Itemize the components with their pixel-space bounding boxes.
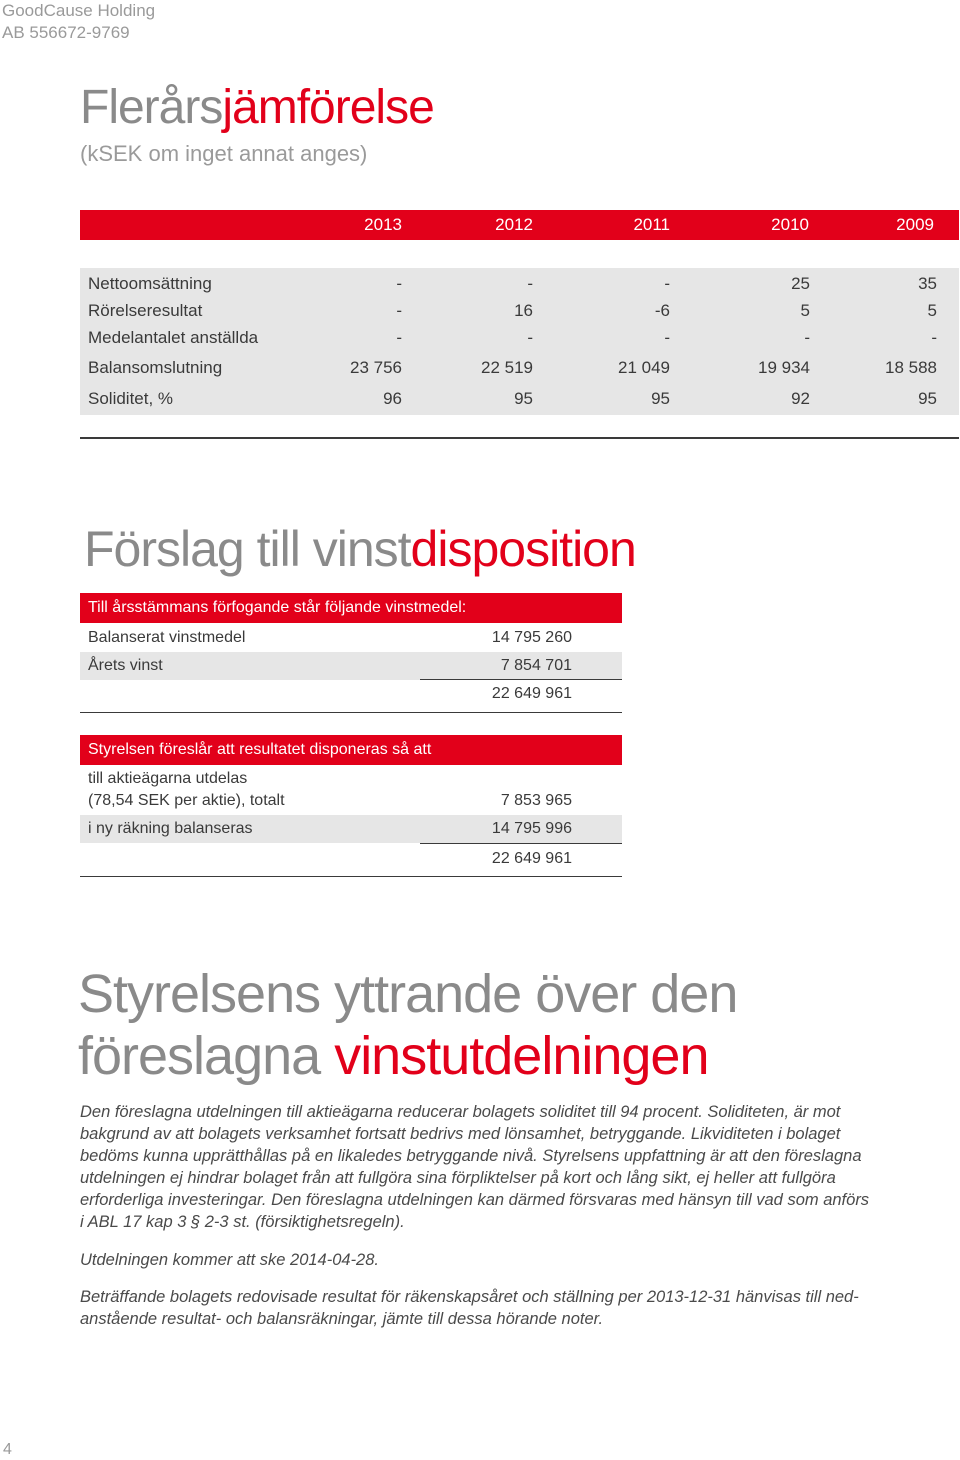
- statement-title-line1: Styrelsens yttrande över den: [78, 964, 738, 1024]
- cell: 16: [514, 301, 533, 320]
- cell: 18 588: [885, 358, 937, 377]
- paragraph-line: bedöms kunna upprätthållas på en likaledes betryggande nivå. Styrelsens uppfattning är att den föreslagna: [80, 1147, 862, 1165]
- year-2011: 2011: [633, 215, 670, 234]
- paragraph-line: i ABL 17 kap 3 § 2-3 st. (försiktighetsregeln).: [80, 1213, 405, 1231]
- cell: 5: [800, 301, 810, 320]
- cell: -: [396, 274, 402, 293]
- cell: 21 049: [618, 358, 670, 377]
- title-part-gray: föreslagna: [78, 1026, 335, 1086]
- year-header-bar: [80, 210, 959, 240]
- cell: -: [527, 274, 533, 293]
- title-part-red: vinstutdelningen: [334, 1026, 709, 1086]
- row-label: Balansomslutning: [88, 358, 223, 377]
- item-label: Balanserat vinstmedel: [88, 629, 246, 646]
- row-label: Medelantalet anställda: [88, 328, 259, 347]
- cell: -: [804, 328, 810, 347]
- table-row: [80, 385, 959, 413]
- item-label: Årets vinst: [88, 657, 163, 674]
- section-divider: [80, 712, 622, 713]
- title-part-red: disposition: [410, 521, 636, 577]
- section-divider: [80, 876, 622, 877]
- table-row: [80, 297, 959, 325]
- disposition-title: [84, 519, 636, 579]
- year-2009: 2009: [896, 215, 934, 234]
- multi-year-title: [80, 80, 434, 136]
- cell: 96: [383, 389, 402, 408]
- cell: 25: [791, 274, 810, 293]
- proposal-header: [80, 735, 622, 765]
- cell: 92: [791, 389, 810, 408]
- list-item: [80, 766, 622, 814]
- cell: -: [396, 301, 402, 320]
- reference-paragraph: [80, 1286, 912, 1330]
- row-label: Nettoomsättning: [88, 274, 212, 293]
- cell: 22 519: [481, 358, 533, 377]
- paragraph-line: Beträffande bolagets redovisade resultat för räkenskapsåret och ställning per 2013-12-31 hänvisas till ned-: [80, 1288, 859, 1306]
- paragraph-line: erforderliga investeringar. Den föreslagna utdelningen kan därmed försvaras med hänsyn till vad som anförs: [80, 1191, 870, 1209]
- statement-title: [78, 963, 737, 1087]
- title-part-gray: Flerårs: [80, 81, 223, 134]
- cell: -: [396, 328, 402, 347]
- sum-line: [420, 843, 622, 844]
- cell: -: [664, 274, 670, 293]
- cell: 95: [514, 389, 533, 408]
- year-2013: 2013: [364, 215, 402, 234]
- multi-year-subtitle: (kSEK om inget annat anges): [80, 141, 368, 166]
- cell: 19 934: [758, 358, 810, 377]
- total-row: [80, 845, 622, 873]
- cell: -6: [654, 301, 670, 320]
- cell: 23 756: [350, 358, 402, 377]
- item-value: 14 795 260: [491, 629, 572, 646]
- paragraph-line: Den föreslagna utdelningen till aktieägarna reducerar bolagets soliditet till 94 procent. Soliditeten, är mot: [80, 1103, 841, 1121]
- multi-year-table: [80, 268, 959, 415]
- paragraph-line: anstående resultat- och balansräkningar, jämte till dessa hörande noter.: [80, 1310, 604, 1328]
- list-item: [80, 624, 622, 652]
- title-part-gray: Förslag till vinst: [84, 521, 411, 577]
- available-funds-header: [80, 593, 622, 623]
- row-label: Soliditet, %: [88, 389, 174, 408]
- year-2010: 2010: [771, 215, 809, 234]
- total-value: 22 649 961: [491, 685, 572, 702]
- table-row: [80, 270, 959, 298]
- dividend-date-paragraph: Utdelningen kommer att ske 2014-04-28.: [80, 1251, 379, 1269]
- available-funds-header-text: Till årsstämmans förfogande står följande vinstmedel:: [88, 599, 467, 616]
- paragraph-line: bakgrund av att bolagets verksamhet fortsatt bedrivs med lönsamhet, betryggande. Likviditeten i bolaget: [80, 1125, 841, 1143]
- item-value: 7 853 965: [500, 792, 572, 809]
- item-label-line1: till aktieägarna utdelas: [88, 770, 248, 787]
- company-name: GoodCause Holding: [2, 1, 156, 20]
- row-label: Rörelseresultat: [88, 301, 203, 320]
- company-org-number: AB 556672-9769: [2, 23, 130, 42]
- cell: -: [931, 328, 937, 347]
- list-item: [80, 652, 622, 680]
- cell: 95: [918, 389, 937, 408]
- statement-paragraph: [80, 1101, 912, 1233]
- paragraph-line: utdelningen ej hindrar bolaget från att fullgöra sina förpliktelser på kort och lång sikt, ej heller att fullgöra: [80, 1169, 836, 1187]
- cell: -: [664, 328, 670, 347]
- title-part-red: jämförelse: [222, 81, 434, 134]
- year-2012: 2012: [495, 215, 533, 234]
- cell: 35: [918, 274, 937, 293]
- proposal-header-text: Styrelsen föreslår att resultatet disponeras så att: [88, 741, 432, 758]
- section-divider: [80, 437, 959, 439]
- item-value: 14 795 996: [491, 820, 572, 837]
- table-row: [80, 324, 959, 352]
- item-value: 7 854 701: [500, 657, 572, 674]
- page-number: 4: [3, 1441, 12, 1458]
- item-label: i ny räkning balanseras: [88, 820, 253, 837]
- total-value: 22 649 961: [491, 850, 572, 867]
- statement-title-line2: [78, 1025, 737, 1087]
- table-row: [80, 354, 959, 382]
- cell: 95: [651, 389, 670, 408]
- cell: -: [527, 328, 533, 347]
- total-row: [80, 680, 622, 708]
- list-item: [80, 815, 622, 843]
- cell: 5: [927, 301, 937, 320]
- company-header: [2, 0, 155, 44]
- item-label-line2: (78,54 SEK per aktie), totalt: [88, 792, 285, 809]
